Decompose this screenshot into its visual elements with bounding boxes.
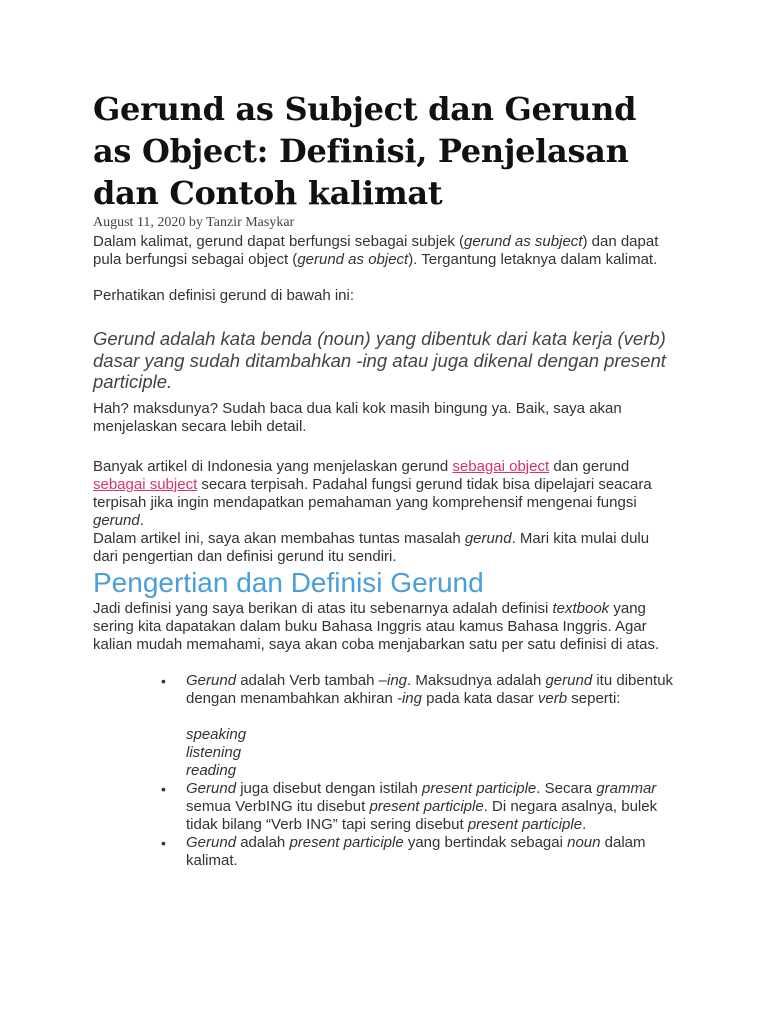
article-title: Gerund as Subject dan Gerund as Object: Definisi, Penjelasan dan Contoh kalimat xyxy=(93,90,637,212)
p5-em-gerund: gerund xyxy=(464,530,512,547)
p4-text-d: . xyxy=(139,512,144,529)
b3-em1: Gerund xyxy=(186,834,237,851)
b2-em5: present participle xyxy=(467,816,583,833)
list-item xyxy=(161,834,676,870)
intro-em-subject: gerund as subject xyxy=(464,233,583,250)
b1-em1: Gerund xyxy=(186,672,237,689)
b1-t5: seperti: xyxy=(567,690,621,707)
paragraph-explain: Hah? maksdunya? Sudah baca dua kali kok masih bingung ya. Baik, saya akan menjelaskan secara lebih detail. xyxy=(93,400,622,435)
section-paragraph xyxy=(93,600,673,654)
example-listening xyxy=(186,744,676,762)
intro-text-a: Dalam kalimat, gerund dapat berfungsi sebagai subjek ( xyxy=(93,233,465,250)
p4-text-a: Banyak artikel di Indonesia yang menjelaskan gerund xyxy=(93,458,453,475)
section-heading: Pengertian dan Definisi Gerund xyxy=(93,567,484,598)
bullet-icon: • xyxy=(161,673,166,689)
paragraph-articles xyxy=(93,458,673,530)
intro-paragraph-2: Perhatikan definisi gerund di bawah ini: xyxy=(93,287,354,304)
b2-t4: . Di negara asalnya, bulek tidak bilang “Verb ING” tapi sering disebut xyxy=(186,798,658,833)
definition-list xyxy=(161,672,676,870)
section-em-textbook: textbook xyxy=(552,600,610,617)
p5-text-a: Dalam artikel ini, saya akan membahas tuntas masalah xyxy=(93,530,465,547)
b1-t4: pada kata dasar xyxy=(422,690,538,707)
b1-em3: gerund xyxy=(545,672,593,689)
list-item xyxy=(161,780,676,834)
b2-t3: semua VerbING itu disebut xyxy=(186,798,370,815)
b2-em1: Gerund xyxy=(186,780,237,797)
p4-em-gerund: gerund xyxy=(93,512,140,529)
example-reading xyxy=(186,762,676,780)
list-item xyxy=(161,672,676,780)
link-sebagai-subject[interactable]: sebagai subject xyxy=(93,476,198,493)
b2-t2: . Secara xyxy=(536,780,597,797)
bullet-icon: • xyxy=(161,835,166,851)
example-word: speaking xyxy=(186,726,247,743)
example-speaking xyxy=(186,726,676,744)
b1-em2: ing xyxy=(387,672,408,689)
b1-em5: verb xyxy=(537,690,568,707)
b1-t1: adalah Verb tambah – xyxy=(236,672,387,689)
intro-text-c: ). Tergantung letaknya dalam kalimat. xyxy=(408,251,658,268)
link-sebagai-object[interactable]: sebagai object xyxy=(452,458,550,475)
bullet-icon: • xyxy=(161,781,166,797)
b3-em2: present participle xyxy=(289,834,404,851)
p4-text-c: secara terpisah. Padahal fungsi gerund tidak bisa dipelajari seacara terpisah jika ingin mendapatkan pemahaman yang komprehensif mengenai fungsi xyxy=(93,476,652,511)
example-word: reading xyxy=(186,762,237,779)
b2-t5: . xyxy=(582,816,587,833)
section-text-b: yang sering kita dapatakan dalam buku Bahasa Inggris atau kamus Bahasa Inggris. Agar kalian mudah memahami, saya akan coba menjabarkan satu per satu definisi di atas. xyxy=(93,600,660,653)
section-text-a: Jadi definisi yang saya berikan di atas itu sebenarnya adalah definisi xyxy=(93,600,553,617)
b1-em4: -ing xyxy=(396,690,422,707)
b2-t1: juga disebut dengan istilah xyxy=(236,780,423,797)
p5-text-b: . Mari kita mulai dulu dari pengertian dan definisi gerund itu sendiri. xyxy=(93,530,650,565)
paragraph-intro-topic xyxy=(93,530,673,566)
b3-t2: yang bertindak sebagai xyxy=(403,834,568,851)
definition-quote: Gerund adalah kata benda (noun) yang dibentuk dari kata kerja (verb) dasar yang sudah ditambahkan -ing atau juga dikenal dengan present participle. xyxy=(93,328,666,392)
b3-t1: adalah xyxy=(236,834,290,851)
intro-paragraph xyxy=(93,233,673,269)
intro-text-b: ) dan dapat pula berfungsi sebagai object ( xyxy=(93,233,659,268)
b3-t3: dalam kalimat. xyxy=(186,834,646,869)
b2-em2: present participle xyxy=(422,780,537,797)
p4-text-b: dan gerund xyxy=(549,458,630,475)
b1-t3: itu dibentuk dengan menambahkan akhiran xyxy=(186,672,674,707)
article-meta: August 11, 2020 by Tanzir Masykar xyxy=(93,215,295,230)
example-word: listening xyxy=(186,744,242,761)
intro-em-object: gerund as object xyxy=(297,251,409,268)
spacer xyxy=(186,708,676,726)
b1-t2: . Maksudnya adalah xyxy=(407,672,546,689)
b2-em3: grammar xyxy=(596,780,657,797)
b3-em3: noun xyxy=(567,834,601,851)
b2-em4: present participle xyxy=(369,798,484,815)
